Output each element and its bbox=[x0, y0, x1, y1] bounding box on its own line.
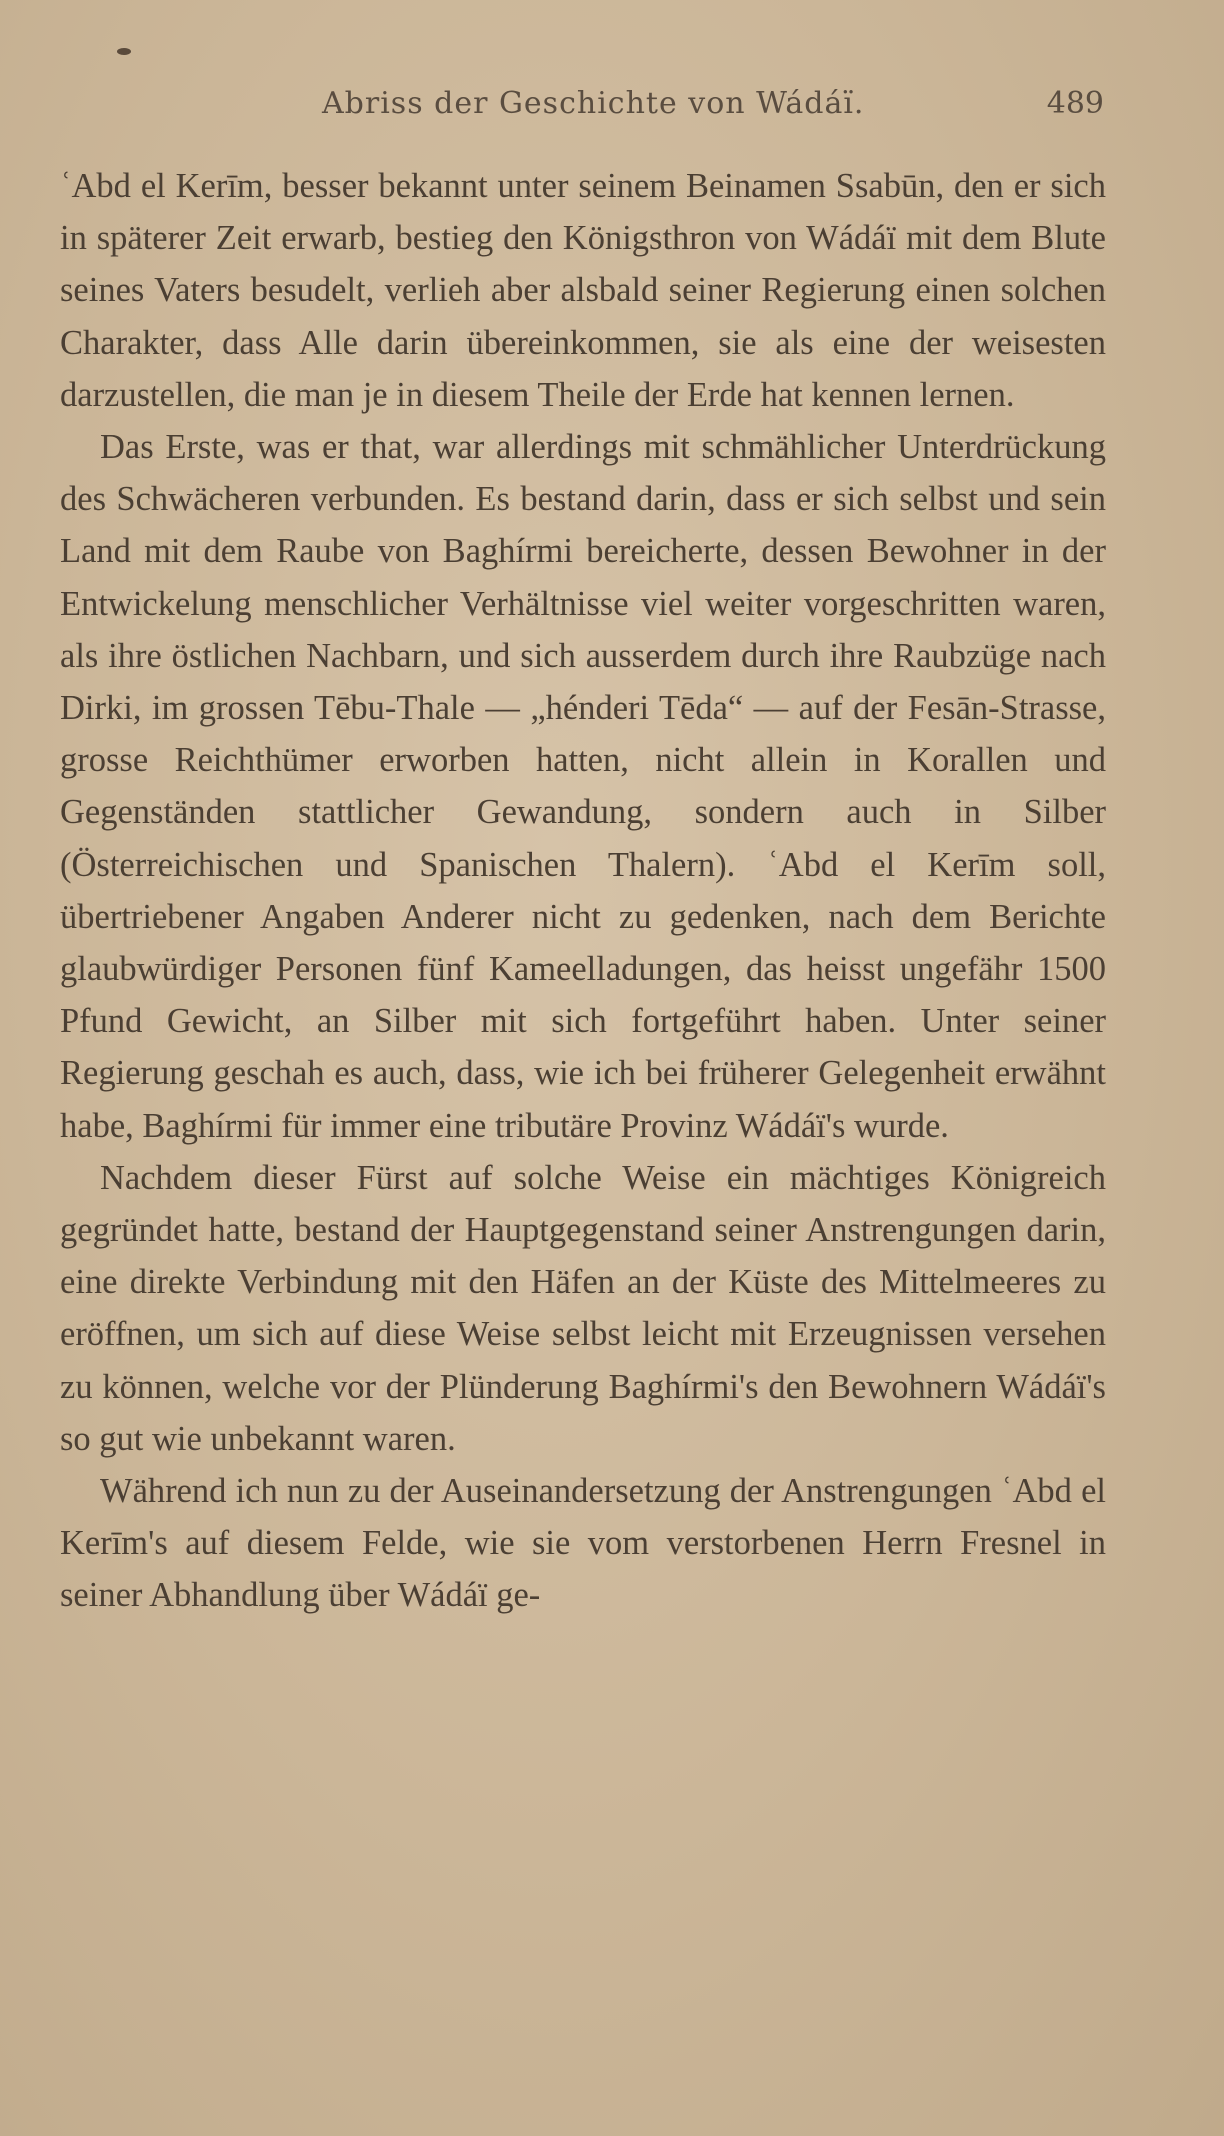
page-number: 489 bbox=[1046, 86, 1104, 121]
running-title: Abriss der Geschichte von Wádáï. bbox=[322, 86, 865, 121]
body-text bbox=[60, 160, 1106, 1622]
ink-speck bbox=[117, 48, 131, 55]
page-header bbox=[0, 86, 1224, 134]
paragraph-1: ʿAbd el Kerīm, besser bekannt unter seinem Beinamen Ssabūn, den er sich in späterer Zeit erwarb, bestieg den Königsthron von Wádáï mit dem Blute seines Vaters besudelt, verlieh aber alsbald seiner Regierung einen solchen Charakter, dass Alle darin übereinkommen, sie als eine der weisesten darzustellen, die man je in diesem Theile der Erde hat kennen lernen. bbox=[60, 167, 1106, 414]
paragraph-3: Nachdem dieser Fürst auf solche Weise ein mächtiges Königreich gegründet hatte, bestand der Hauptgegenstand seiner Anstrengungen darin, eine direkte Verbindung mit den Häfen an der Küste des Mittelmeeres zu eröffnen, um sich auf diese Weise selbst leicht mit Erzeugnissen versehen zu können, welche vor der Plünderung Baghírmi's den Bewohnern Wádáï's so gut wie unbekannt waren. bbox=[60, 1158, 1106, 1458]
paragraph-2: Das Erste, was er that, war allerdings mit schmählicher Unterdrückung des Schwächeren verbunden. Es bestand darin, dass er sich selbst und sein Land mit dem Raube von Baghírmi bereicherte, dessen Bewohner in der Entwickelung menschlicher Verhältnisse viel weiter vorgeschritten waren, als ihre östlichen Nachbarn, und sich ausserdem durch ihre Raubzüge nach Dirki, im grossen Tēbu-Thale — „hénderi Tēda“ — auf der Fesān-Strasse, grosse Reichthümer erworben hatten, nicht allein in Korallen und Gegenständen stattlicher Gewandung, sondern auch in Silber (Österreichischen und Spanischen Thalern). ʿAbd el Kerīm soll, übertriebener Angaben Anderer nicht zu gedenken, nach dem Berichte glaubwürdiger Personen fünf Kameelladungen, das heisst ungefähr 1500 Pfund Gewicht, an Silber mit sich fortgeführt haben. Unter seiner Regierung geschah es auch, dass, wie ich bei früherer Gelegenheit erwähnt habe, Baghírmi für immer eine tributäre Provinz Wádáï's wurde. bbox=[60, 428, 1106, 1145]
paragraph-4: Während ich nun zu der Auseinandersetzung der Anstrengungen ʿAbd el Kerīm's auf diesem Felde, wie sie vom verstorbenen Herrn Fresnel in seiner Abhandlung über Wádáï ge- bbox=[60, 1472, 1106, 1615]
